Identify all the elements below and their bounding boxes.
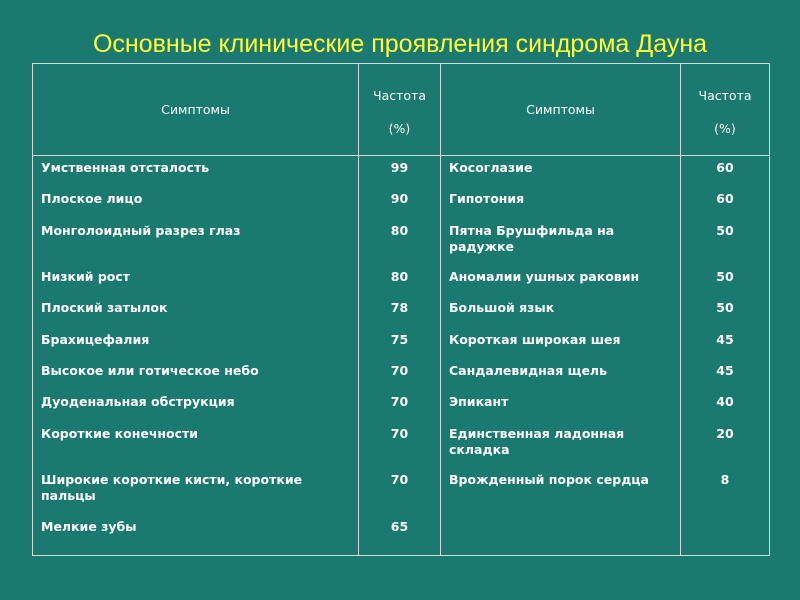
right-symptoms-column — [441, 156, 681, 556]
left-frequency-3: 80 — [390, 222, 409, 238]
left-symptom-8: Дуоденальная обструкция — [41, 394, 235, 410]
symptoms-table — [32, 63, 770, 556]
left-frequency-2: 90 — [390, 191, 409, 207]
right-symptom-1: Косоглазие — [449, 160, 533, 175]
right-frequency-1: 60 — [716, 160, 734, 175]
header-symptoms-right: Симптомы — [441, 64, 681, 156]
right-frequency-2: 60 — [716, 191, 734, 207]
left-symptom-2: Плоское лицо — [41, 191, 143, 207]
left-symptom-9: Короткие конечности — [41, 425, 199, 441]
right-frequency-3: 50 — [716, 222, 734, 238]
right-symptom-4: Аномалии ушных раковин — [449, 269, 640, 285]
right-frequency-5: 50 — [716, 300, 734, 316]
header-frequency-right-label: Частота — [698, 88, 752, 103]
left-symptom-10: Широкие короткие кисти, короткие пальцы — [41, 472, 303, 504]
slide-title: Основные клинические проявления синдрома Дауна — [92, 30, 708, 58]
right-frequency-10: 8 — [720, 472, 730, 488]
right-frequency-4: 50 — [716, 269, 734, 285]
left-frequency-7: 70 — [390, 362, 409, 378]
left-frequency-10: 70 — [390, 472, 409, 488]
right-frequency-7: 45 — [716, 362, 734, 378]
left-symptom-6: Брахицефалия — [41, 331, 150, 347]
header-symptoms-left: Симптомы — [33, 64, 359, 156]
left-frequency-6: 75 — [390, 331, 409, 347]
left-frequency-5: 78 — [390, 300, 409, 316]
header-frequency-right-unit: (%) — [714, 121, 736, 136]
left-frequency-8: 70 — [390, 394, 409, 410]
right-symptom-10: Врожденный порок сердца — [449, 472, 649, 488]
right-frequency-8: 40 — [716, 394, 734, 410]
header-frequency-left-unit: (%) — [388, 121, 411, 136]
left-frequency-column — [359, 156, 441, 556]
right-symptom-5: Большой язык — [449, 300, 555, 316]
right-symptom-6: Короткая широкая шея — [449, 331, 621, 347]
header-frequency-left-label: Частота — [373, 88, 426, 103]
left-symptom-3: Монголоидный разрез глаз — [41, 222, 241, 238]
left-symptom-11: Мелкие зубы — [41, 518, 137, 534]
table-header-row — [33, 64, 770, 156]
left-symptom-4: Низкий рост — [41, 269, 131, 285]
right-symptom-9: Единственная ладонная складка — [449, 425, 625, 457]
left-frequency-11: 65 — [390, 518, 409, 534]
right-symptom-3: Пятна Брушфильда на радужке — [449, 222, 615, 254]
left-symptom-5: Плоский затылок — [41, 300, 168, 316]
left-frequency-1: 99 — [390, 160, 409, 175]
left-symptom-1: Умственная отсталость — [41, 160, 210, 175]
header-frequency-right — [681, 64, 770, 156]
header-frequency-left — [359, 64, 441, 156]
right-frequency-9: 20 — [716, 425, 734, 441]
left-frequency-9: 70 — [390, 425, 409, 441]
right-symptom-8: Эпикант — [449, 394, 509, 410]
right-frequency-column — [681, 156, 770, 556]
left-symptoms-column — [33, 156, 359, 556]
table-body-row — [33, 156, 770, 556]
right-symptom-7: Сандалевидная щель — [449, 362, 607, 378]
left-symptom-7: Высокое или готическое небо — [41, 362, 259, 378]
left-frequency-4: 80 — [390, 269, 409, 285]
right-frequency-6: 45 — [716, 331, 734, 347]
right-symptom-2: Гипотония — [449, 191, 525, 207]
